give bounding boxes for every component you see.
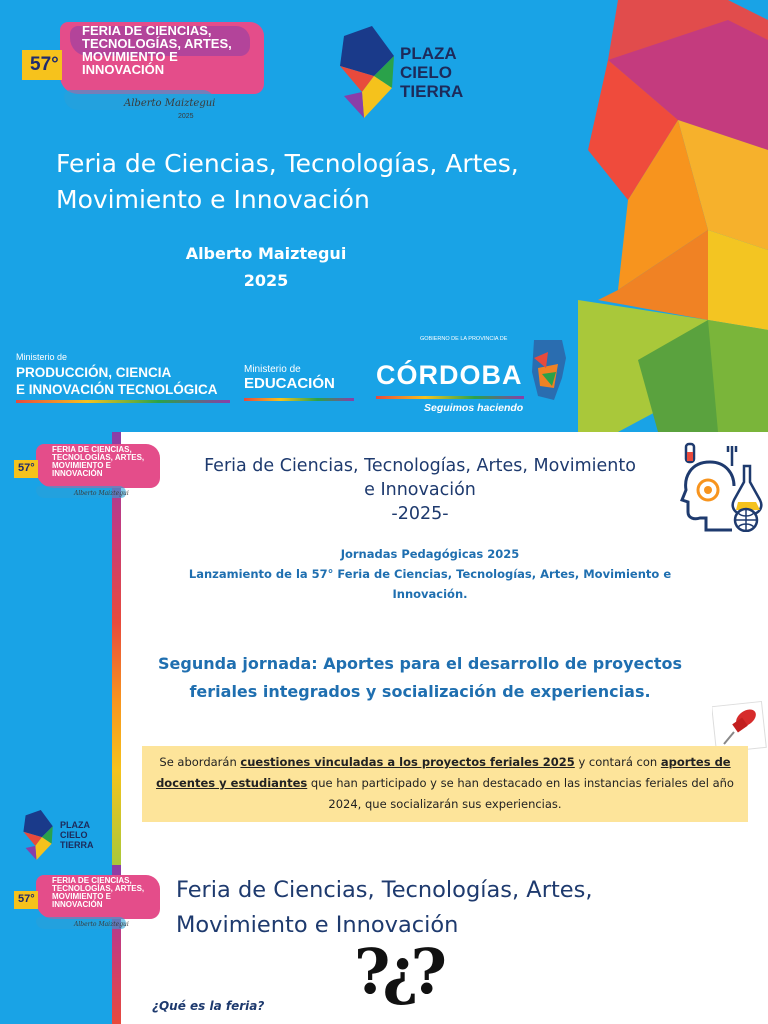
fair-logo <box>20 18 270 126</box>
plaza-logo-text: PLAZA CIELO TIERRA <box>400 44 464 101</box>
fair-logo-text: FERIA DE CIENCIAS, TECNOLOGÍAS, ARTES, MOVIMIENTO E INNOVACIÓN <box>82 23 232 77</box>
fair-logo-signature: Alberto Maiztegui <box>124 98 216 109</box>
geometric-decoration <box>558 0 768 432</box>
fair-number: 57° <box>30 54 59 75</box>
author-year: 2025 <box>243 271 289 290</box>
slide2-title: Feria de Ciencias, Tecnologías, Artes, Movimiento e Innovación -2025- <box>204 456 636 524</box>
slide3-title: Feria de Ciencias, Tecnologías, Artes, Movimiento e Innovación <box>176 877 593 938</box>
fair-logo-year: 2025 <box>178 113 194 120</box>
slide2-second-jornada: Segunda jornada: Aportes para el desarrollo de proyectos feriales integrados y socialización de experiencias. <box>158 654 682 701</box>
cordoba-logo: GOBIERNO DE LA PROVINCIA DE CÓRDOBA Seguimos haciendo <box>376 334 572 416</box>
title-slide <box>0 0 768 432</box>
author-name: Alberto Maiztegui <box>185 244 347 263</box>
slide2-subtitle: Jornadas Pedagógicas 2025 Lanzamiento de la 57° Feria de Ciencias, Tecnologías, Artes, Movimiento e Innovación. <box>188 547 672 601</box>
description-box: Se abordarán cuestiones vinculadas a los proyectos feriales 2025 y contará con aportes de docentes y estudiantes que han participado y se han destacado en las instancias feriales del año 2024, que socializarán sus experiencias. <box>142 746 748 822</box>
what-is-fair-question: ¿Qué es la feria? <box>152 999 265 1013</box>
que-es-slide <box>0 865 768 1024</box>
question-marks-graphic: ?¿? <box>354 935 439 1008</box>
ministerio-produccion-logo: Ministerio de PRODUCCIÓN, CIENCIA E INNOVACIÓN TECNOLÓGICA <box>16 352 236 404</box>
slide-title: Feria de Ciencias, Tecnologías, Artes, Movimiento e Innovación <box>56 149 519 214</box>
fair-logo-small: 57° FERIA DE CIENCIAS, TECNOLOGÍAS, ARTES, MOVIMIENTO E INNOVACIÓN Alberto Maiztegui <box>12 873 162 937</box>
ministerio-educacion-logo: Ministerio de EDUCACIÓN <box>244 364 356 404</box>
slide-author <box>176 240 356 294</box>
fair-logo-small: 57° FERIA DE CIENCIAS, TECNOLOGÍAS, ARTES, MOVIMIENTO E INNOVACIÓN Alberto Maiztegui <box>12 442 162 506</box>
science-head-icon <box>680 442 766 532</box>
plaza-logo-mark-small <box>20 810 54 860</box>
plaza-logo-mark <box>334 26 396 118</box>
jornada-slide <box>0 432 768 865</box>
cordoba-map-icon <box>528 338 568 402</box>
plaza-logo-text-small: PLAZA CIELO TIERRA <box>60 820 94 850</box>
